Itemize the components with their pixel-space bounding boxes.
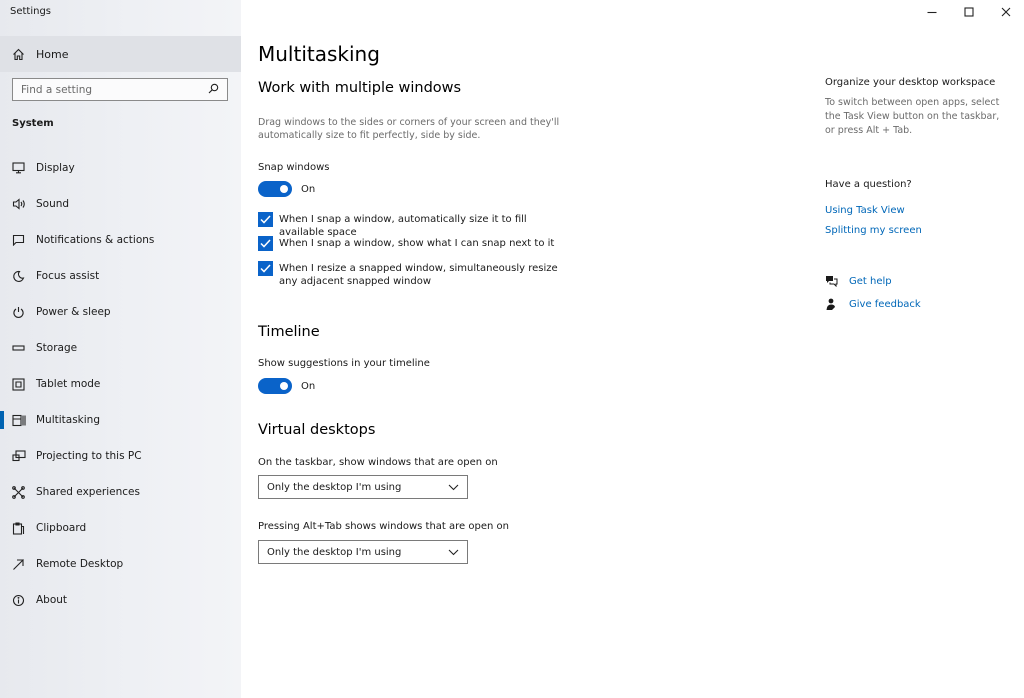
sidebar-item-label: Focus assist [36, 270, 100, 282]
using-task-view-link[interactable]: Using Task View [825, 205, 905, 216]
storage-icon [12, 341, 30, 355]
work-section-description: Drag windows to the sides or corners of your screen and they'll automatically size to fit perfectly, side by side. [258, 117, 560, 141]
checkmark-icon [260, 264, 271, 273]
speaker-icon [12, 197, 30, 211]
search-icon[interactable] [208, 83, 219, 97]
help-chat-icon [825, 275, 838, 287]
sidebar [0, 0, 241, 698]
sidebar-item-clipboard[interactable] [0, 510, 241, 546]
get-help-link[interactable] [825, 275, 892, 287]
alttab-windows-value: Only the desktop I'm using [267, 546, 402, 558]
sidebar-item-label: Projecting to this PC [36, 450, 142, 462]
snap-autosize-checkbox-row[interactable] [258, 212, 569, 239]
home-nav-item[interactable] [0, 36, 241, 72]
snap-assist-label: When I snap a window, show what I can snap next to it [279, 238, 555, 249]
sidebar-item-shared-experiences[interactable] [0, 474, 241, 510]
sidebar-item-storage[interactable] [0, 330, 241, 366]
organize-heading: Organize your desktop workspace [825, 77, 996, 88]
timeline-section-heading: Timeline [258, 324, 320, 340]
search-box[interactable] [12, 78, 228, 101]
snap-windows-toggle-state: On [301, 184, 316, 195]
chevron-down-icon [448, 484, 459, 491]
snap-resize-label: When I resize a snapped window, simultaneously resize any adjacent snapped window [279, 263, 558, 287]
checkmark-icon [260, 215, 271, 224]
snap-resize-checkbox[interactable] [258, 261, 273, 276]
organize-description: To switch between open apps, select the Task View button on the taskbar, or press Alt + Tab. [825, 97, 1000, 136]
alttab-windows-label: Pressing Alt+Tab shows windows that are open on [258, 521, 509, 532]
taskbar-windows-value: Only the desktop I'm using [267, 481, 402, 493]
sidebar-item-label: Sound [36, 198, 70, 210]
snap-resize-checkbox-row[interactable] [258, 261, 569, 288]
power-icon [12, 305, 30, 319]
chevron-down-icon [448, 549, 459, 556]
app-title: Settings [10, 6, 52, 17]
sidebar-item-label: Shared experiences [36, 486, 140, 498]
virtual-desktops-heading: Virtual desktops [258, 422, 376, 438]
sidebar-item-label: Display [36, 162, 75, 174]
sidebar-item-label: Multitasking [36, 414, 101, 426]
snap-assist-checkbox[interactable] [258, 236, 273, 251]
timeline-toggle-state: On [301, 381, 316, 392]
sidebar-item-label: Tablet mode [36, 378, 101, 390]
sidebar-item-notifications[interactable] [0, 222, 241, 258]
search-input[interactable] [21, 84, 201, 96]
get-help-label: Get help [849, 275, 892, 287]
moon-icon [12, 269, 30, 283]
alttab-windows-dropdown[interactable] [258, 540, 468, 564]
feedback-icon [825, 298, 838, 311]
timeline-suggestions-label: Show suggestions in your timeline [258, 358, 430, 369]
checkmark-icon [260, 239, 271, 248]
sidebar-item-sound[interactable] [0, 186, 241, 222]
sidebar-item-label: Storage [36, 342, 78, 354]
snap-assist-checkbox-row[interactable] [258, 236, 569, 251]
multitasking-icon [12, 413, 30, 427]
display-icon [12, 161, 30, 175]
shared-icon [12, 485, 30, 499]
notifications-icon [12, 233, 30, 247]
work-section-heading: Work with multiple windows [258, 80, 462, 96]
projecting-icon [12, 449, 30, 463]
page-title: Multitasking [258, 42, 380, 66]
sidebar-item-label: Clipboard [36, 522, 87, 534]
sidebar-item-label: About [36, 594, 68, 606]
tablet-icon [12, 377, 30, 391]
splitting-screen-link[interactable]: Splitting my screen [825, 225, 922, 236]
info-icon [12, 593, 30, 607]
sidebar-item-label: Remote Desktop [36, 558, 124, 570]
timeline-suggestions-toggle[interactable] [258, 378, 292, 394]
main-content [258, 0, 798, 698]
sidebar-item-remote-desktop[interactable] [0, 546, 241, 582]
taskbar-windows-label: On the taskbar, show windows that are open on [258, 457, 498, 468]
sidebar-item-focus-assist[interactable] [0, 258, 241, 294]
snap-autosize-checkbox[interactable] [258, 212, 273, 227]
sidebar-item-label: Power & sleep [36, 306, 111, 318]
section-label: System [12, 118, 54, 129]
sidebar-item-projecting[interactable] [0, 438, 241, 474]
related-panel [825, 0, 1015, 698]
taskbar-windows-dropdown[interactable] [258, 475, 468, 499]
sidebar-item-display[interactable] [0, 150, 241, 186]
snap-windows-label: Snap windows [258, 162, 330, 173]
sidebar-item-about[interactable] [0, 582, 241, 618]
sidebar-nav [0, 150, 241, 618]
home-label: Home [36, 47, 69, 61]
give-feedback-label: Give feedback [849, 299, 921, 310]
sidebar-item-power-sleep[interactable] [0, 294, 241, 330]
clipboard-icon [12, 521, 30, 535]
give-feedback-link[interactable] [825, 298, 921, 311]
sidebar-item-multitasking[interactable] [0, 402, 241, 438]
question-heading: Have a question? [825, 179, 912, 190]
home-icon [12, 48, 30, 61]
snap-windows-toggle[interactable] [258, 181, 292, 197]
sidebar-item-tablet-mode[interactable] [0, 366, 241, 402]
snap-autosize-label: When I snap a window, automatically size it to fill available space [279, 214, 527, 238]
remote-desktop-icon [12, 557, 30, 571]
sidebar-item-label: Notifications & actions [36, 234, 155, 246]
